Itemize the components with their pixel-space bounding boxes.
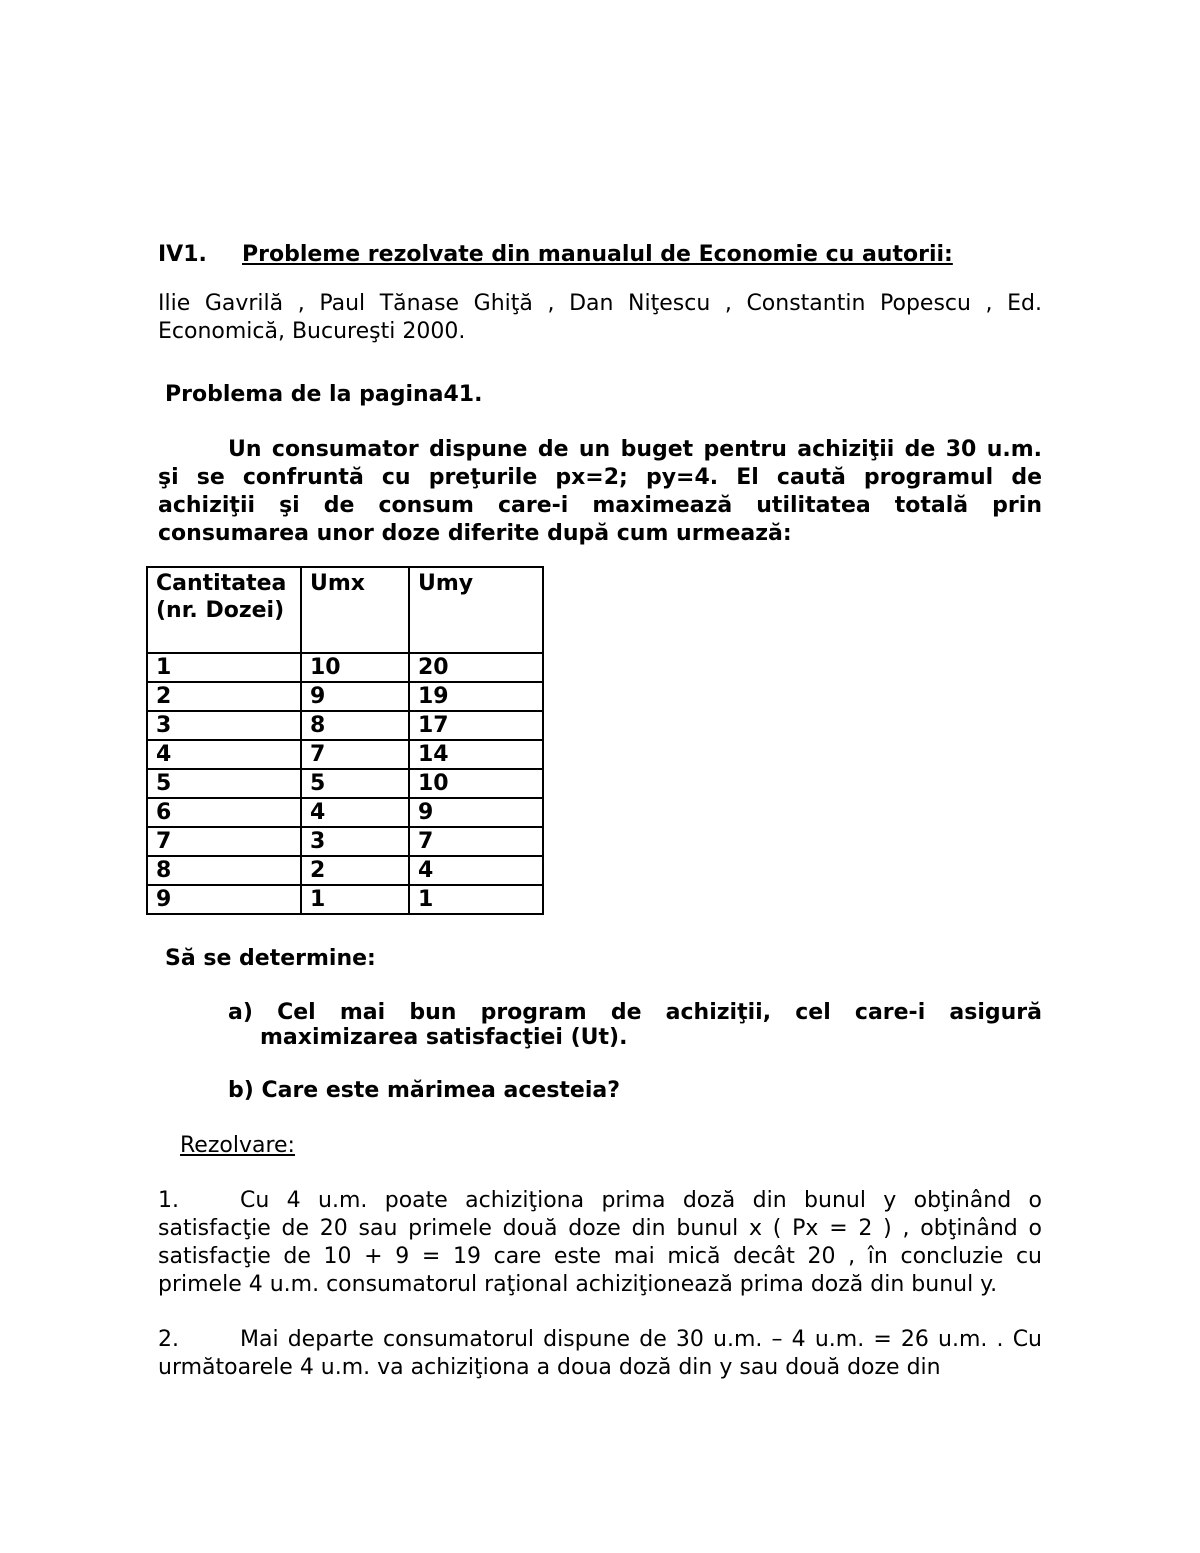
solution-step-1 — [158, 1187, 1042, 1299]
cell-quantity: 4 — [147, 740, 301, 769]
cell-quantity: 3 — [147, 711, 301, 740]
cell-umy: 17 — [409, 711, 543, 740]
cell-umx: 1 — [301, 885, 409, 914]
cell-umx: 2 — [301, 856, 409, 885]
table-row — [147, 885, 543, 914]
determine-label: Să se determine: — [165, 946, 376, 971]
cell-umx: 8 — [301, 711, 409, 740]
table-row — [147, 769, 543, 798]
utility-table — [146, 566, 544, 915]
cell-umy: 4 — [409, 856, 543, 885]
cell-quantity: 7 — [147, 827, 301, 856]
header-umy: Umy — [409, 567, 543, 653]
cell-umy: 20 — [409, 653, 543, 682]
table-row — [147, 798, 543, 827]
cell-quantity: 6 — [147, 798, 301, 827]
cell-quantity: 1 — [147, 653, 301, 682]
cell-umx: 5 — [301, 769, 409, 798]
header-quantity: Cantitatea (nr. Dozei) — [147, 567, 301, 653]
cell-quantity: 5 — [147, 769, 301, 798]
step-number: 1. — [158, 1188, 179, 1213]
question-b: b) Care este mărimea acesteia? — [228, 1078, 620, 1103]
table-row — [147, 827, 543, 856]
table-row — [147, 856, 543, 885]
cell-umy: 1 — [409, 885, 543, 914]
question-a-line2: maximizarea satisfacţiei (Ut). — [260, 1025, 628, 1050]
cell-umy: 7 — [409, 827, 543, 856]
cell-quantity: 2 — [147, 682, 301, 711]
cell-umx: 4 — [301, 798, 409, 827]
table-row — [147, 682, 543, 711]
question-a-line1: a) Cel mai bun program de achiziţii, cel care-i asigură — [228, 1000, 1042, 1025]
document-page — [158, 238, 1042, 1382]
solution-label: Rezolvare: — [180, 1133, 295, 1158]
table-row — [147, 711, 543, 740]
problem-statement: Un consumator dispune de un buget pentru achiziţii de 30 u.m. şi se confruntă cu preţurile px=2; py=4. El caută programul de achiziţii şi de consum care-i maximează utilitatea totală prin consumarea unor doze diferite după cum urmează: — [158, 437, 1042, 546]
cell-quantity: 9 — [147, 885, 301, 914]
section-heading — [158, 238, 1042, 272]
question-a — [158, 1000, 1042, 1050]
cell-umx: 7 — [301, 740, 409, 769]
table-row — [147, 653, 543, 682]
cell-quantity: 8 — [147, 856, 301, 885]
table-header-row — [147, 567, 543, 653]
problem-label: Problema de la pagina41. — [165, 382, 483, 407]
section-title: Probleme rezolvate din manualul de Economie cu autorii: — [242, 242, 953, 267]
cell-umx: 9 — [301, 682, 409, 711]
cell-umx: 3 — [301, 827, 409, 856]
solution-step-2 — [158, 1326, 1042, 1382]
step-text: Cu 4 u.m. poate achiziţiona prima doză din bunul y obţinând o satisfacţie de 20 sau primele două doze din bunul x ( Px = 2 ) , obţinând o satisfacţie de 10 + 9 = 19 care este mai mică decât 20 , în concluzie cu primele 4 u.m. consumatorul raţional achiziţionează prima doză din bunul y. — [158, 1188, 1042, 1297]
cell-umy: 19 — [409, 682, 543, 711]
section-number: IV1. — [158, 242, 207, 267]
cell-umy: 14 — [409, 740, 543, 769]
table-row — [147, 740, 543, 769]
authors-paragraph: Ilie Gavrilă , Paul Tănase Ghiţă , Dan Niţescu , Constantin Popescu , Ed. Economică, Bucureşti 2000. — [158, 291, 1042, 344]
cell-umy: 10 — [409, 769, 543, 798]
cell-umx: 10 — [301, 653, 409, 682]
header-umx: Umx — [301, 567, 409, 653]
step-text: Mai departe consumatorul dispune de 30 u.m. – 4 u.m. = 26 u.m. . Cu următoarele 4 u.m. va achiziţiona a doua doză din y sau două doze din — [158, 1327, 1042, 1380]
cell-umy: 9 — [409, 798, 543, 827]
step-number: 2. — [158, 1327, 179, 1352]
